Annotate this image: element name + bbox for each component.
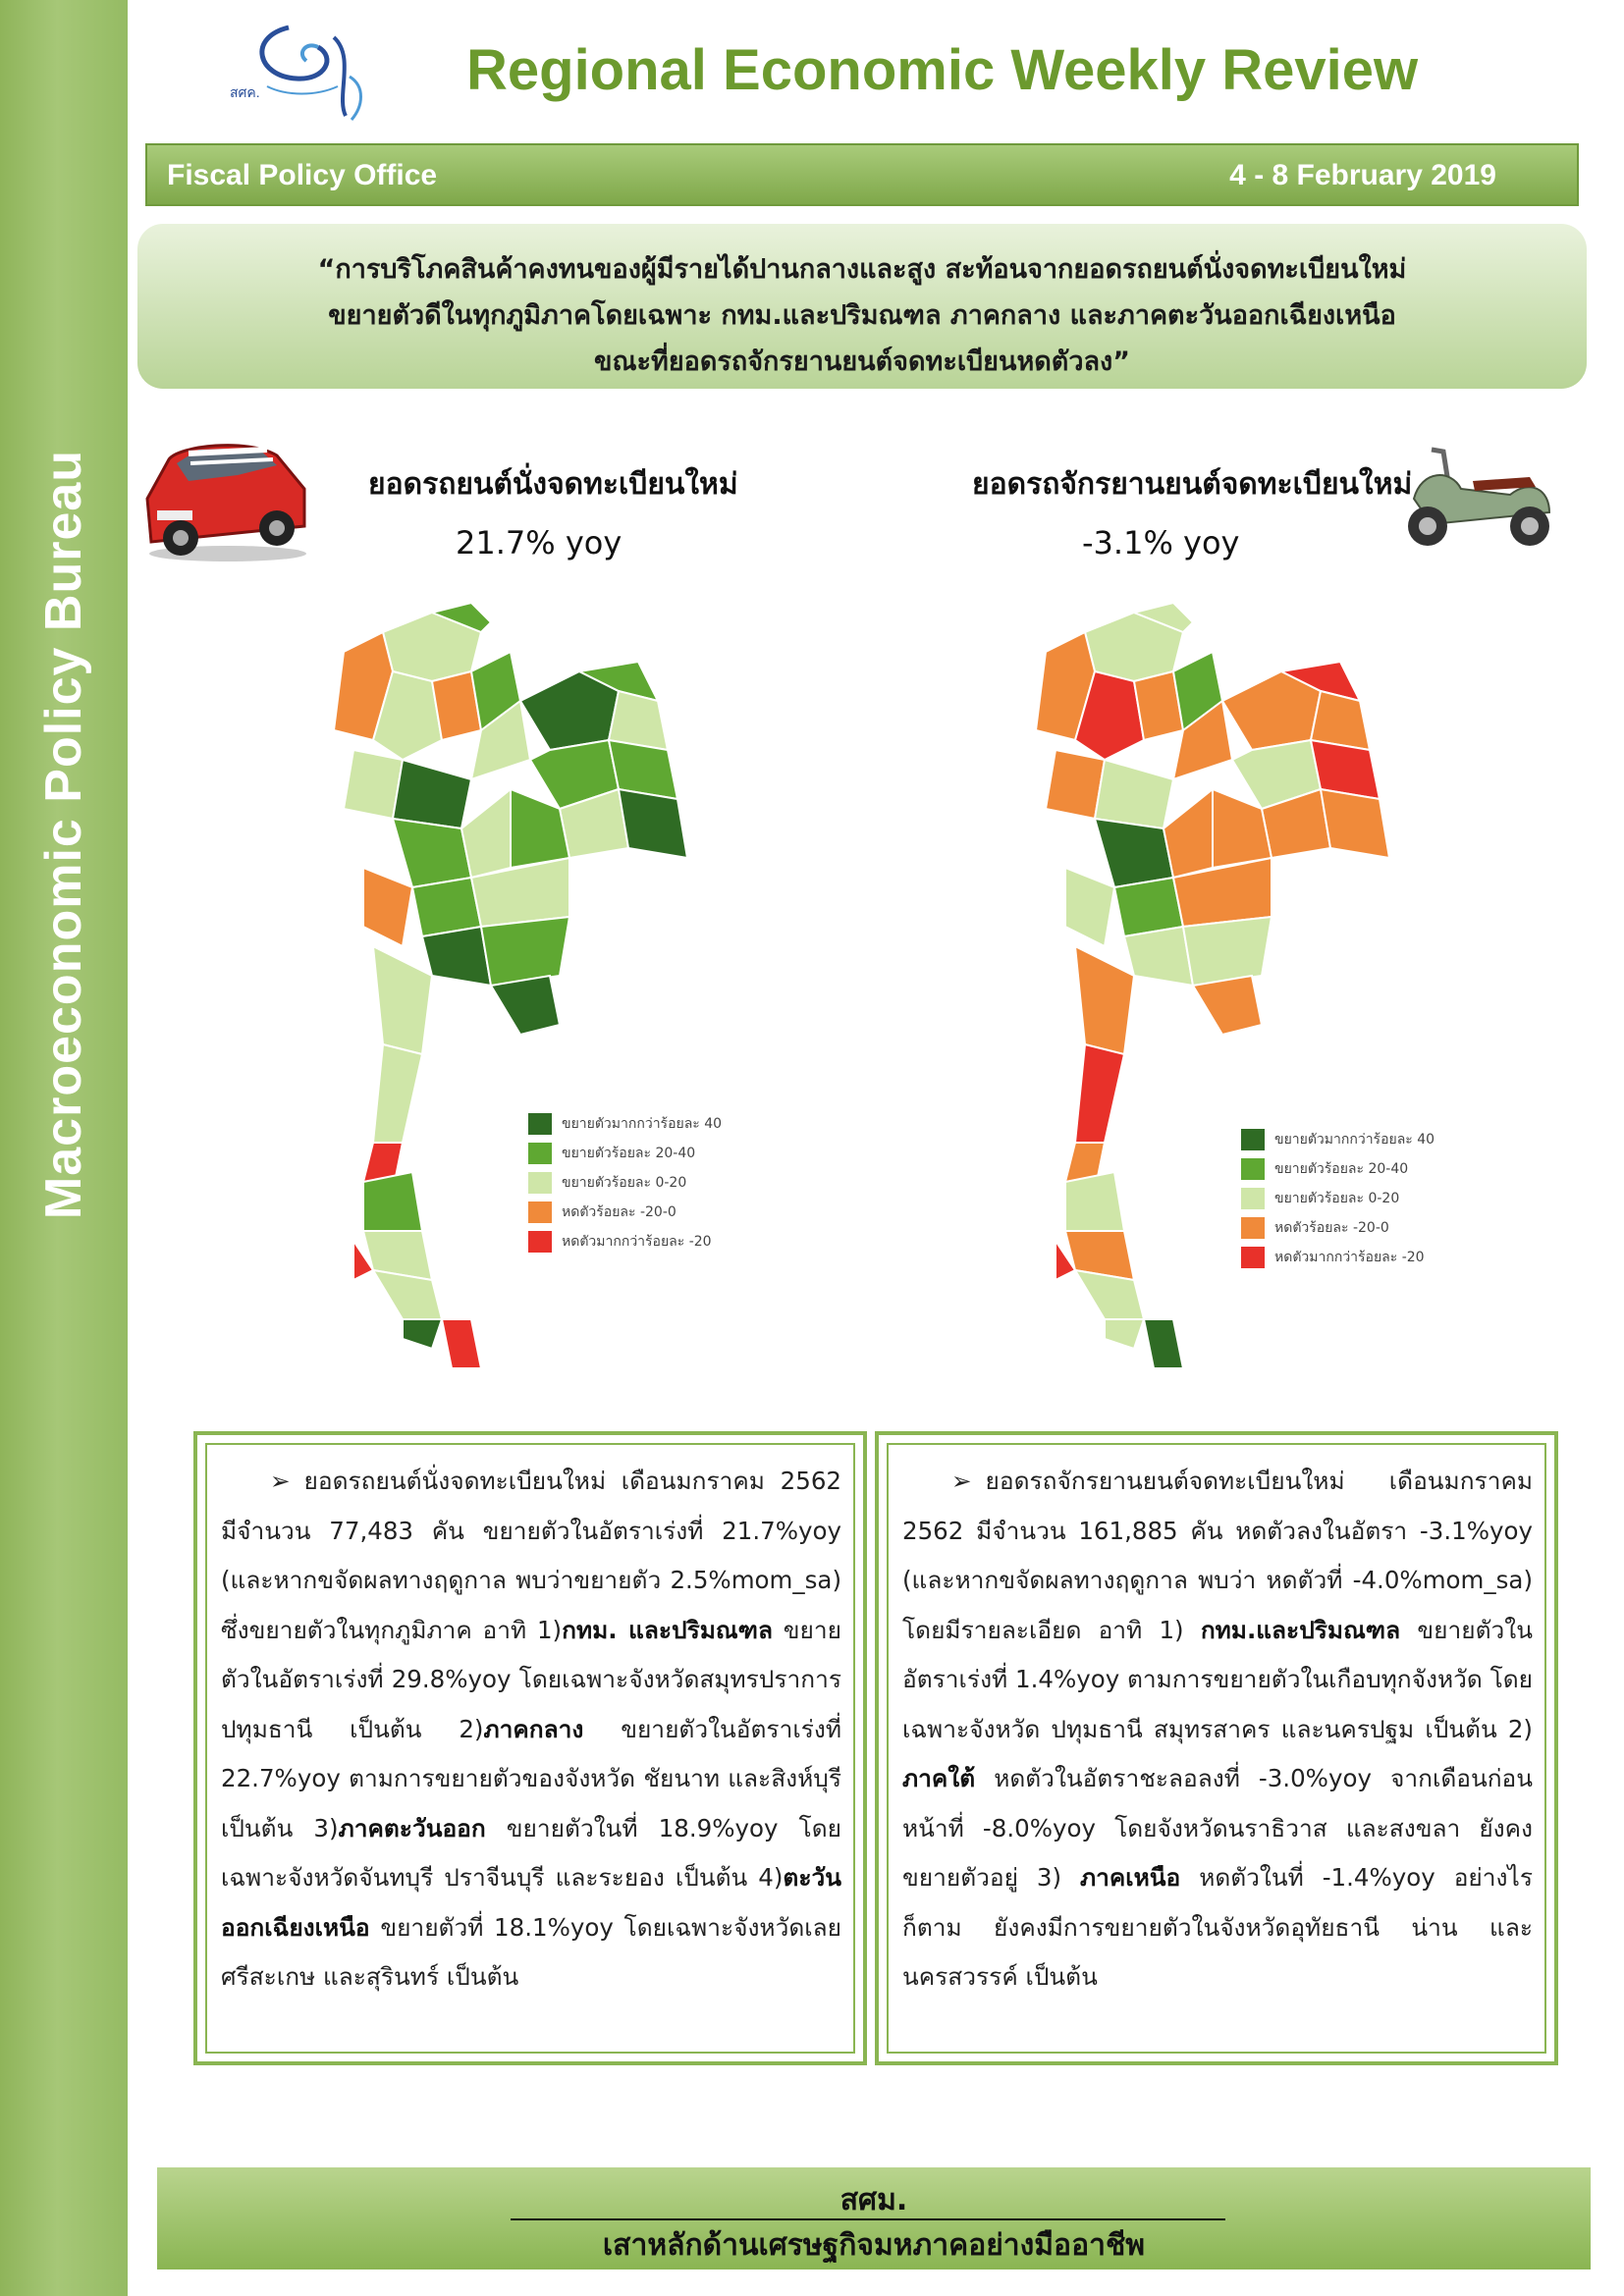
header-bar <box>145 143 1579 206</box>
issue-date: 4 - 8 February 2019 <box>1229 159 1496 191</box>
side-band-title: Macroeconomic Policy Bureau <box>35 449 92 1220</box>
side-band <box>0 0 128 2296</box>
quote-line: “การบริโภคสินค้าคงทนของผู้มีรายได้ปานกลางและสูง สะท้อนจากยอดรถยนต์นั่งจดทะเบียนใหม่ <box>317 254 1407 285</box>
footer-divider <box>511 2218 1225 2220</box>
car-yoy-value: 21.7% yoy <box>456 524 623 561</box>
car-icon <box>130 420 316 565</box>
motorcycle-summary-box <box>875 1431 1558 2065</box>
legend-item: ขยายตัวร้อยละ 0-20 <box>528 1168 722 1198</box>
legend-item: หดตัวมากกว่าร้อยละ -20 <box>1241 1243 1435 1272</box>
headline-quote-box <box>137 224 1587 389</box>
motorcycle-yoy-value: -3.1% yoy <box>1082 524 1240 561</box>
car-summary-box <box>193 1431 867 2065</box>
legend-item: หดตัวร้อยละ -20-0 <box>1241 1213 1435 1243</box>
quote-line: ขยายตัวดีในทุกภูมิภาคโดยเฉพาะ กทม.และปริมณฑล ภาคกลาง และภาคตะวันออกเฉียงเหนือ <box>328 300 1396 331</box>
arrow-bullet-icon: ➢ <box>951 1467 972 1495</box>
motorcycle-map-legend <box>1241 1125 1435 1272</box>
office-name: Fiscal Policy Office <box>167 159 438 191</box>
legend-item: ขยายตัวร้อยละ 20-40 <box>1241 1154 1435 1184</box>
footer-slogan: เสาหลักด้านเศรษฐกิจมหภาคอย่างมืออาชีพ <box>602 2228 1146 2263</box>
motorcycle-summary-text: ➢ ยอดรถจักรยานยนต์จดทะเบียนใหม่ เดือนมกราคม 2562 มีจำนวน 161,885 คัน หดตัวลงในอัตรา -3.1%yoy (และหากขจัดผลทางฤดูกาล พบว่า หดตัวที่ -4.0%mom_sa) โดยมีรายละเอียด อาทิ 1) กทม.และปริมณฑล ขยายตัวในอัตราเร่งที่ 1.4%yoy ตามการขยายตัวในเกือบทุกจังหวัด โดยเฉพาะจังหวัด ปทุมธานี สมุทรสาคร และนครปฐม เป็นต้น 2) ภาคใต้ หดตัวในอัตราชะลอลงที่ -3.0%yoy จากเดือนก่อนหน้าที่ -8.0%yoy โดยจังหวัดนราธิวาส และสงขลา ยังคงขยายตัวอยู่ 3) ภาคเหนือ หดตัวในที่ -1.4%yoy อย่างไรก็ตาม ยังคงมีการขยายตัวในจังหวัดอุทัยธานี น่าน และนครสวรรค์ เป็นต้น <box>902 1467 1533 1991</box>
legend-item: หดตัวมากกว่าร้อยละ -20 <box>528 1227 722 1256</box>
legend-item: ขยายตัวมากกว่าร้อยละ 40 <box>528 1109 722 1139</box>
legend-item: ขยายตัวร้อยละ 20-40 <box>528 1139 722 1168</box>
car-map-title: ยอดรถยนต์นั่งจดทะเบียนใหม่ <box>368 467 738 502</box>
fpo-logo <box>228 18 385 128</box>
page-title: Regional Economic Weekly Review <box>466 38 1419 102</box>
scooter-icon <box>1392 430 1559 552</box>
logo-text: สศค. <box>230 84 260 100</box>
car-registration-map <box>324 593 697 1378</box>
footer-org: สศม. <box>839 2183 908 2217</box>
legend-item: ขยายตัวมากกว่าร้อยละ 40 <box>1241 1125 1435 1154</box>
legend-item: หดตัวร้อยละ -20-0 <box>528 1198 722 1227</box>
motorcycle-map-title: ยอดรถจักรยานยนต์จดทะเบียนใหม่ <box>972 467 1413 502</box>
car-summary-text: ➢ ยอดรถยนต์นั่งจดทะเบียนใหม่ เดือนมกราคม 2562 มีจำนวน 77,483 คัน ขยายตัวในอัตราเร่งที่ 21.7%yoy (และหากขจัดผลทางฤดูกาล พบว่าขยายตัว 2.5%mom_sa) ซึ่งขยายตัวในทุกภูมิภาค อาทิ 1)กทม. และปริมณฑล ขยายตัวในอัตราเร่งที่ 29.8%yoy โดยเฉพาะจังหวัดสมุทรปราการ ปทุมธานี เป็นต้น 2)ภาคกลาง ขยายตัวในอัตราเร่งที่ 22.7%yoy ตามการขยายตัวของจังหวัด ชัยนาท และสิงห์บุรี เป็นต้น 3)ภาคตะวันออก ขยายตัวในที่ 18.9%yoy โดยเฉพาะจังหวัดจันทบุรี ปราจีนบุรี และระยอง เป็นต้น 4)ตะวันออกเฉียงเหนือ ขยายตัวที่ 18.1%yoy โดยเฉพาะจังหวัดเลย ศรีสะเกษ และสุรินทร์ เป็นต้น <box>221 1467 841 1991</box>
arrow-bullet-icon: ➢ <box>270 1467 291 1495</box>
car-map-legend <box>528 1109 722 1256</box>
quote-line: ขณะที่ยอดรถจักรยานยนต์จดทะเบียนหดตัวลง” <box>594 347 1130 377</box>
legend-item: ขยายตัวร้อยละ 0-20 <box>1241 1184 1435 1213</box>
footer-bar <box>157 2167 1591 2269</box>
